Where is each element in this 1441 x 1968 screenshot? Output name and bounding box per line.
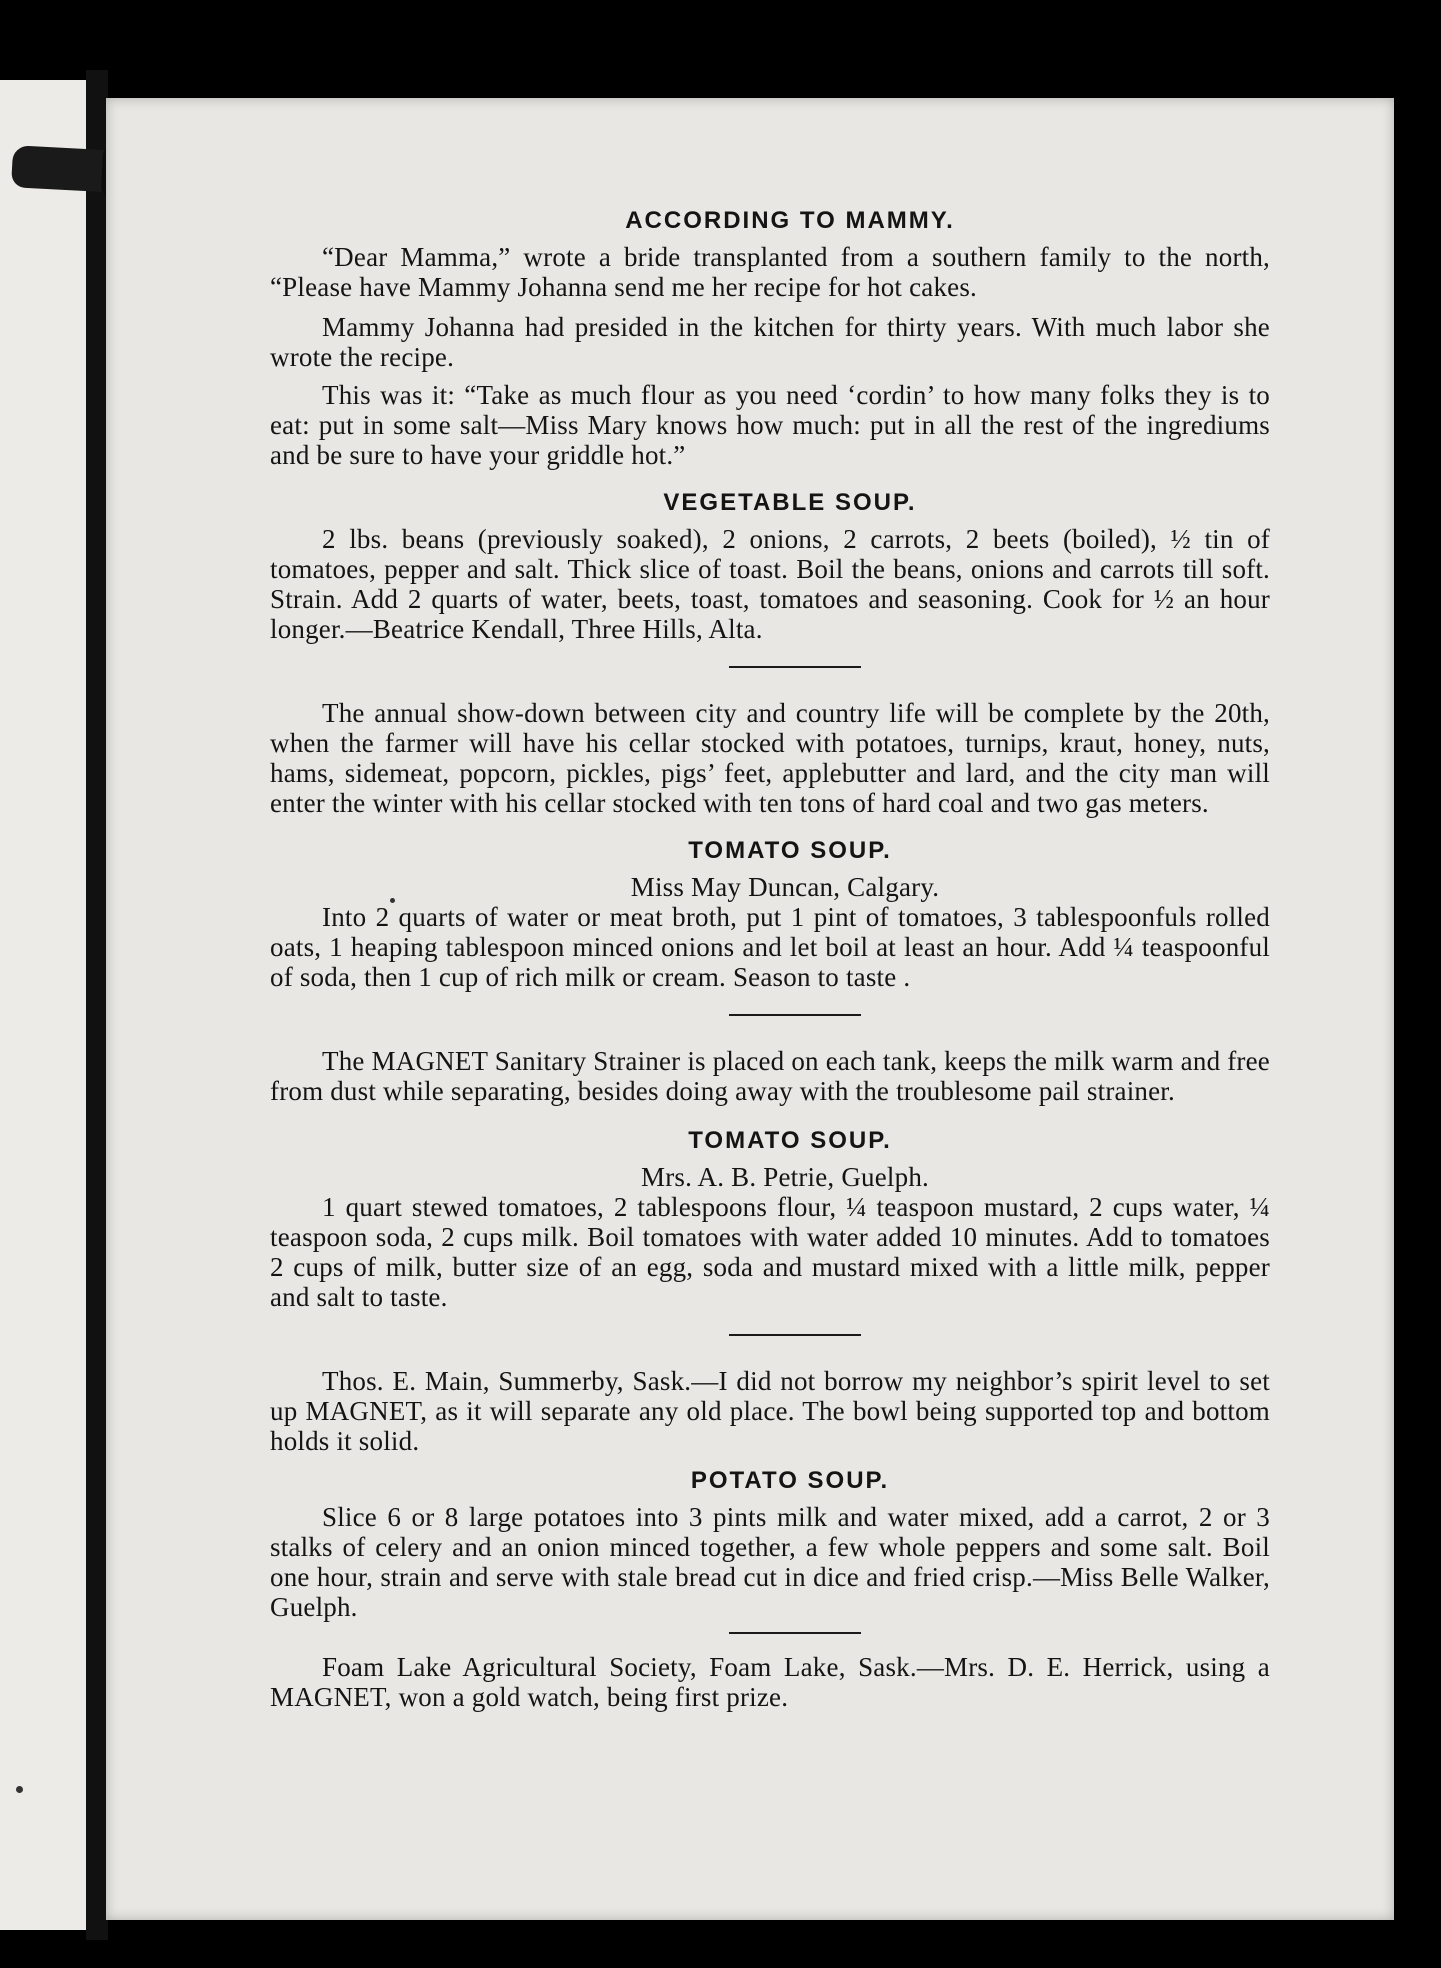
section-divider [729,1334,861,1336]
section-divider [729,1014,861,1016]
section-divider [729,1632,861,1634]
section-heading-tomato-soup-2: TOMATO SOUP. [688,1127,892,1154]
section-heading-tomato-soup-1: TOMATO SOUP. [688,837,892,864]
section-divider [729,666,861,668]
section-heading-mammy: ACCORDING TO MAMMY. [625,207,955,234]
page-content [270,206,1270,1726]
left-page-edge [0,80,90,1930]
mammy-paragraph-3: This was it: “Take as much flour as you need ‘cordin’ to how many folks they is to eat: put in some salt—Miss Mary knows how much: put in all the rest of the ingrediums and be sure to have your griddle hot.” [270,380,1270,470]
showdown-paragraph: The annual show-down between city and country life will be complete by the 20th, when the farmer will have his cellar stocked with potatoes, turnips, kraut, honey, nuts, hams, sidemeat, popcorn, pickles, pigs’ feet, applebutter and lard, and the city man will enter the winter with his cellar stocked with ten tons of hard coal and two gas meters. [270,698,1270,818]
mammy-paragraph-2: Mammy Johanna had presided in the kitchen for thirty years. With much labor she wrote the recipe. [270,312,1270,372]
stray-mark [16,1786,23,1793]
section-heading-potato-soup: POTATO SOUP. [690,1467,890,1494]
foam-lake-paragraph: Foam Lake Agricultural Society, Foam Lake, Sask.—Mrs. D. E. Herrick, using a MAGNET, won a gold watch, being first prize. [270,1652,1270,1712]
book-spine [86,70,108,1940]
magnet-strainer-paragraph: The MAGNET Sanitary Strainer is placed on each tank, keeps the milk warm and free from dust while separating, besides doing away with the troublesome pail strainer. [270,1046,1270,1106]
tomato-soup-2-recipe: 1 quart stewed tomatoes, 2 tablespoons flour, ¼ teaspoon mustard, 2 cups water, ¼ teaspoon soda, 2 cups milk. Boil tomatoes with water added 10 minutes. Add to tomatoes 2 cups of milk, butter size of an egg, soda and mustard mixed with a little milk, pepper and salt to taste. [270,1192,1270,1312]
tomato-soup-1-recipe: Into 2 quarts of water or meat broth, put 1 pint of tomatoes, 3 tablespoonfuls rolled oats, 1 heaping tablespoon minced onions and let boil at least an hour. Add ¼ teaspoonful of soda, then 1 cup of rich milk or cream. Season to taste . [270,902,1270,992]
mammy-paragraph-1: “Dear Mamma,” wrote a bride transplanted from a southern family to the north, “Please have Mammy Johanna send me her recipe for hot cakes. [270,242,1270,302]
vegetable-soup-recipe: 2 lbs. beans (previously soaked), 2 onions, 2 carrots, 2 beets (boiled), ½ tin of tomatoes, pepper and salt. Thick slice of toast. Boil the beans, onions and carrots till soft. Strain. Add 2 quarts of water, beets, toast, tomatoes and seasoning. Cook for ½ an hour longer.—Beatrice Kendall, Three Hills, Alta. [270,524,1270,644]
potato-soup-recipe: Slice 6 or 8 large potatoes into 3 pints milk and water mixed, add a carrot, 2 or 3 stalks of celery and an onion minced together, a few whole peppers and some salt. Boil one hour, strain and serve with stale bread cut in dice and fried crisp.—Miss Belle Walker, Guelph. [270,1502,1270,1622]
tomato-soup-2-byline: Mrs. A. B. Petrie, Guelph. [641,1162,929,1192]
main-testimonial-paragraph: Thos. E. Main, Summerby, Sask.—I did not borrow my neighbor’s spirit level to set up MAGNET, as it will separate any old place. The bowl being supported top and bottom holds it solid. [270,1366,1270,1456]
section-heading-vegetable-soup: VEGETABLE SOUP. [663,489,917,516]
tomato-soup-1-byline: Miss May Duncan, Calgary. [630,872,940,902]
book-page [106,98,1394,1920]
